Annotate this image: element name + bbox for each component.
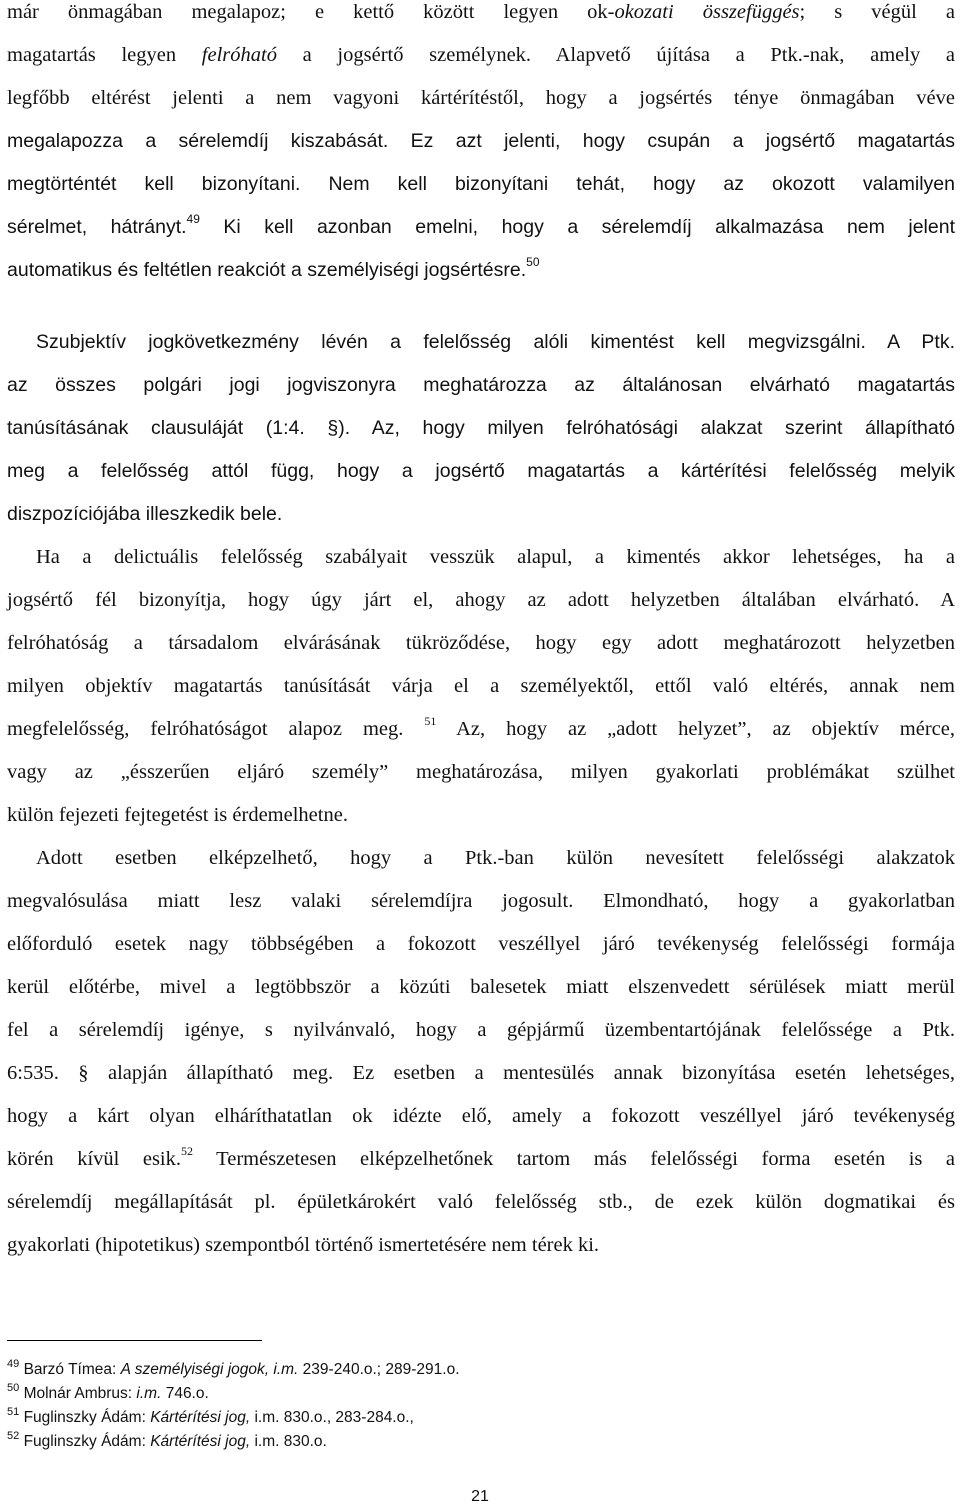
- text-line: automatikus és feltétlen reakciót a személyiségi jogsértésre.$^{50}$: [7, 255, 540, 281]
- text-line: külön fejezeti fejtegetést is érdemelhetne.: [7, 804, 348, 826]
- text-line: sérelmet, hátrányt.$^{49}$ Ki kell azonban emelni, hogy a sérelemdíj alkalmazása nem jelent: [7, 212, 955, 238]
- text-line: vagy az „ésszerűen eljáró személy” meghatározása, milyen gyakorlati problémákat szülhet: [7, 761, 955, 783]
- text-line: legfőbb eltérést jelenti a nem vagyoni kártérítéstől, hogy a jogsértés ténye önmagában véve: [7, 87, 955, 109]
- text-line: 6:535. § alapján állapítható meg. Ez esetben a mentesülés annak bizonyítása esetén lehetséges,: [7, 1062, 955, 1084]
- text-line: diszpozíciójába illeszkedik bele.: [7, 503, 283, 525]
- footnote-ref: 49: [186, 212, 200, 226]
- text-line: felróhatóság a társadalom elvárásának tükröződése, hogy egy adott meghatározott helyzetben: [7, 632, 955, 654]
- footnote: $^{52}$ Fuglinszky Ádám: Kártérítési jog, i.m. 830.o.: [7, 1430, 327, 1450]
- footnote: $^{50}$ Molnár Ambrus: i.m. 746.o.: [7, 1382, 209, 1402]
- text-line: már önmagában megalapoz; e kettő között legyen ok-okozati összefüggés; s végül a: [7, 1, 955, 23]
- footnote-ref: 52: [181, 1144, 194, 1158]
- text-line: magatartás legyen felróható a jogsértő személynek. Alapvető újítása a Ptk.-nak, amely a: [7, 44, 955, 66]
- text-line: fel a sérelemdíj igénye, s nyilvánvaló, hogy a gépjármű üzembentartójának felelőssége a Ptk.: [7, 1019, 955, 1041]
- text-line: megvalósulása miatt lesz valaki sérelemdíjra jogosult. Elmondható, hogy a gyakorlatban: [7, 890, 955, 912]
- text-line: megalapozza a sérelemdíj kiszabását. Ez azt jelenti, hogy csupán a jogsértő magatartás: [7, 130, 955, 152]
- text-line: Adott esetben elképzelhető, hogy a Ptk.-ban külön nevesített felelősségi alakzatok: [36, 847, 955, 869]
- text-line: tanúsításának clausuláját (1:4. §). Az, hogy milyen felróhatósági alakzat szerint állapítható: [7, 417, 955, 439]
- text-line: gyakorlati (hipotetikus) szempontból történő ismertetésére nem térek ki.: [7, 1234, 600, 1256]
- page-number: 21: [471, 1488, 489, 1505]
- text-line: jogsértő fél bizonyítja, hogy úgy járt el, ahogy az adott helyzetben általában elvárható. A: [7, 589, 955, 611]
- text-line: előforduló esetek nagy többségében a fokozott veszéllyel járó tevékenység felelősségi formája: [7, 933, 955, 955]
- footnote-separator: [7, 1340, 262, 1341]
- text-line: meg a felelősség attól függ, hogy a jogsértő magatartás a kártérítési felelősség melyik: [7, 460, 955, 482]
- text-line: kerül előtérbe, mivel a legtöbbször a közúti balesetek miatt elszenvedett sérülések miatt merül: [7, 976, 955, 998]
- text-line: az összes polgári jogi jogviszonyra meghatározza az általánosan elvárható magatartás: [7, 374, 955, 396]
- text-line: hogy a kárt olyan elháríthatatlan ok idézte elő, amely a fokozott veszéllyel járó tevékenység: [7, 1105, 955, 1127]
- text-line: Szubjektív jogkövetkezmény lévén a felelősség alóli kimentést kell megvizsgálni. A Ptk.: [36, 331, 955, 353]
- text-line: megfelelősség, felróhatóságot alapoz meg. $^{51}$ Az, hogy az „adott helyzet”, az objektív mérce,: [7, 714, 955, 740]
- footnote: $^{49}$ Barzó Tímea: A személyiségi jogok, i.m. 239-240.o.; 289-291.o.: [7, 1358, 460, 1378]
- footnote-ref: 50: [526, 255, 540, 269]
- text-line: Ha a delictuális felelősség szabályait vesszük alapul, a kimentés akkor lehetséges, ha a: [36, 546, 955, 568]
- text-line: megtörténtét kell bizonyítani. Nem kell bizonyítani tehát, hogy az okozott valamilyen: [7, 173, 955, 195]
- text-line: milyen objektív magatartás tanúsítását várja el a személyektől, ettől való eltérés, annak nem: [7, 675, 955, 697]
- text-line: sérelemdíj megállapítását pl. épületkárokért való felelősség stb., de ezek külön dogmatikai és: [7, 1191, 955, 1213]
- footnote: $^{51}$ Fuglinszky Ádám: Kártérítési jog, i.m. 830.o., 283-284.o.,: [7, 1406, 414, 1426]
- footnote-ref: 51: [424, 714, 437, 728]
- text-line: körén kívül esik.$^{52}$ Természetesen elképzelhetőnek tartom más felelősségi forma esetén is a: [7, 1144, 956, 1170]
